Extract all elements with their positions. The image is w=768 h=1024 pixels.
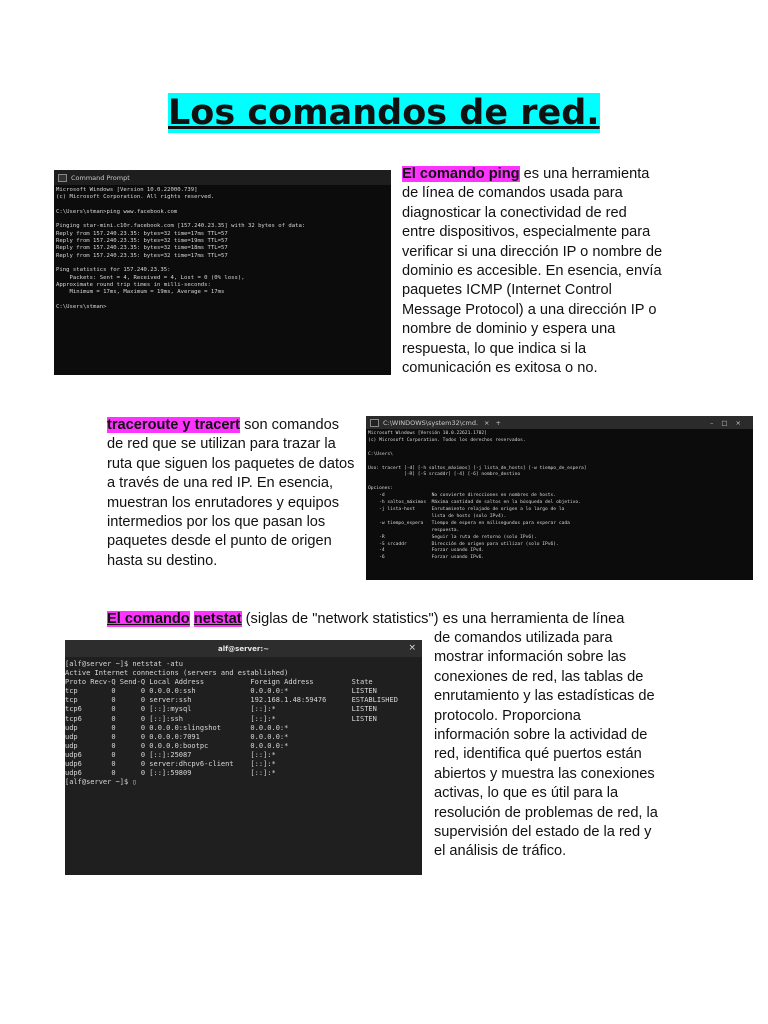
- ping-window-titlebar: Command Prompt: [54, 170, 391, 185]
- ping-highlight: El comando ping: [402, 166, 520, 182]
- tracert-window-titlebar: C:\WINDOWS\system32\cmd. × + –□×: [366, 416, 753, 429]
- page-title: Los comandos de red.: [168, 93, 600, 133]
- netstat-highlight-b: netstat: [193, 611, 242, 627]
- netstat-first-line: El comando netstat (siglas de "network statistics") es una herramienta de línea: [107, 611, 625, 627]
- ping-terminal-window: [54, 170, 391, 375]
- tracert-highlight: traceroute y tracert: [107, 417, 241, 433]
- netstat-description: de comandos utilizada para mostrar información sobre las conexiones de red, las tablas de enrutamiento y las estadísticas de protocolo. Proporciona información sobre la actividad de red, identifica qué puertos están abiertos y muestra las conexiones activas, lo que es útil para la resolución de problemas de red, la supervisión del estado de la red y el análisis de tráfico.: [434, 630, 658, 860]
- ping-terminal-output: Microsoft Windows [Version 10.0.22000.739] (c) Microsoft Corporation. All rights reserved. C:\Users\stman>ping www.facebook.com Pinging star-mini.c10r.facebook.com [157.240.23.35] with 32 bytes of data: Reply from 157.240.23.35: bytes=32 time=17ms TTL=57 Reply from 157.240.23.35: bytes=32 time=19ms TTL=57 Reply from 157.240.23.35: bytes=32 time=18ms TTL=57 Reply from 157.240.23.35: bytes=32 time=17ms TTL=57 Ping statistics for 157.240.23.35: Packets: Sent = 4, Received = 4, Lost = 0 (0% loss), Approximate round trip times in milli-seconds: Minimum = 17ms, Maximum = 19ms, Average = 17ms C:\Users\stman>: [56, 187, 306, 310]
- close-icon[interactable]: ×: [408, 643, 416, 653]
- netstat-terminal-window: [65, 640, 422, 875]
- tracert-terminal-window: [366, 416, 753, 580]
- netstat-highlight-a: El comando: [107, 611, 190, 627]
- ping-description: El comando ping es una herramienta de línea de comandos usada para diagnosticar la conectividad de red entre dispositivos, especialmente para verificar si una dirección IP o nombre de dominio es accesible. En esencia, envía paquetes ICMP (Internet Control Message Protocol) a una dirección IP o nombre de dominio y espera una respuesta, lo que indica si la comunicación es exitosa o no.: [402, 166, 663, 377]
- window-controls[interactable]: –□×: [710, 418, 749, 427]
- close-tab-icon[interactable]: ×: [484, 418, 490, 427]
- cmd-icon: [58, 174, 67, 182]
- netstat-terminal-output: [alf@server ~]$ netstat -atu Active Internet connections (servers and established) Proto Recv-Q Send-Q Local Address Foreign Address State tcp 0 0 0.0.0.0:ssh 0.0.0.0:* LISTEN tcp 0 0 server:ssh 192.168.1.48:59476 ESTABLISHED tcp6 0 0 [::]:mysql [::]:* LISTEN tcp6 0 0 [::]:ssh [::]:* LISTEN udp 0 0 0.0.0.0:slingshot 0.0.0.0:* udp 0 0 0.0.0.0:7091 0.0.0.0:* udp 0 0 0.0.0.0:bootpc 0.0.0.0:* udp6 0 0 [::]:25087 [::]:* udp6 0 0 server:dhcpv6-client [::]:* udp6 0 0 [::]:59809 [::]:* [alf@server ~]$ ▯: [65, 660, 398, 787]
- new-tab-icon[interactable]: +: [495, 418, 501, 427]
- tracert-description: traceroute y tracert son comandos de red que se utilizan para trazar la ruta que siguen los paquetes de datos a través de una red IP. En esencia, muestran los enrutadores y equipos intermedios por los que pasan los paquetes desde el punto de origen hasta su destino.: [107, 417, 355, 569]
- tracert-terminal-output: Microsoft Windows [Versión 10.0.22621.1702] (c) Microsoft Corporation. Todos los derechos reservados. C:\Users\ Uso: tracert [-d] [-h saltos_máximos] [-j lista_de_hosts] [-w tiempo_de_espera] [-R] [-S srcaddr] [-4] [-6] nombre_destino Opciones: -d No convierte direcciones en nombres de hosts. -h saltos_máximos Máxima cantidad de saltos en la búsqueda del objetivo. -j lista-host Enrutamiento relajado de origen a lo largo de la lista de hosts (solo IPv4). -w tiempo_espera Tiempo de espera en milisegundos para esperar cada respuesta. -R Seguir la ruta de retorno (solo IPv6). -S srcaddr Dirección de origen para utilizar (solo IPv6). -4 Forzar usando IPv4. -6 Forzar usando IPv6.: [368, 431, 587, 561]
- cmd-icon: [370, 419, 379, 427]
- netstat-window-titlebar: alf@server:~ ×: [65, 640, 422, 657]
